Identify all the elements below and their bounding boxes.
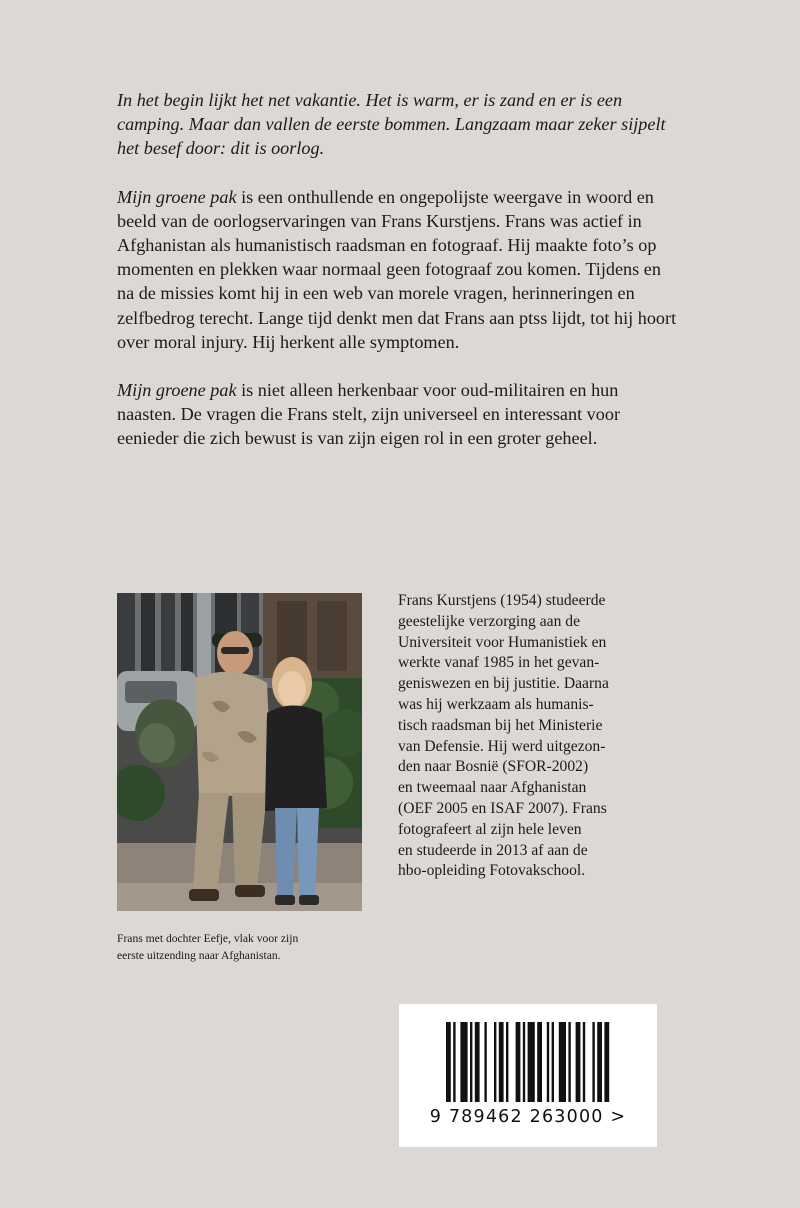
bio-line: tisch raadsman bij het Ministerie xyxy=(398,716,603,734)
barcode-bar xyxy=(460,1022,467,1102)
intro-paragraph: In het begin lijkt het net vakantie. Het is warm, er is zand en er is een camping. Maar dan vallen de eerste bommen. Langzaam maar zeker sijpelt het besef door: dit is oorlog. xyxy=(117,90,666,159)
barcode-bar xyxy=(537,1022,542,1102)
bio-line: en studeerde in 2013 af aan de xyxy=(398,841,588,859)
barcode-bar xyxy=(568,1022,570,1102)
barcode-bar xyxy=(494,1022,496,1102)
bio-line: geestelijke verzorging aan de xyxy=(398,612,580,630)
bio-line: fotografeert al zijn hele leven xyxy=(398,820,582,838)
description-paragraph-1 xyxy=(117,185,677,354)
barcode-bar xyxy=(559,1022,566,1102)
bio-line: geniswezen en bij justitie. Daarna xyxy=(398,675,609,693)
description-text-2: is niet alleen herkenbaar voor oud-militairen en hun naasten. De vragen die Frans stelt, zijn universeel en interessant voor eenieder die zich bewust is van zijn eigen rol in een groter geheel. xyxy=(117,380,621,449)
bio-line: en tweemaal naar Afghanistan xyxy=(398,779,587,797)
bio-line: was hij werkzaam als humanis- xyxy=(398,695,594,713)
book-title: Mijn groene pak xyxy=(117,380,237,401)
barcode-bar xyxy=(583,1022,585,1102)
barcode-bar xyxy=(528,1022,535,1102)
blurb xyxy=(117,88,677,475)
barcode-bar xyxy=(475,1022,480,1102)
barcode-bar xyxy=(499,1022,504,1102)
barcode-bar xyxy=(552,1022,554,1102)
author-bio xyxy=(398,591,673,882)
barcode-bar xyxy=(470,1022,472,1102)
bio-line: van Defensie. Hij werd uitgezon- xyxy=(398,737,606,755)
isbn-number: 9 789462 263000 > xyxy=(429,1107,627,1127)
book-title: Mijn groene pak xyxy=(117,186,237,207)
description-text-1: is een onthullende en ongepolijste weergave in woord en beeld van de oorlogservaringen van Frans Kurstjens. Frans was actief in Afghanistan als humanistisch raadsman en fotograaf. Hij maakte foto’s op momenten en plekken waar normaal geen fotograaf zou komen. Tijdens en na de missies komt hij in een web van morele vragen, herinneringen en zelfbedrog terecht. Lange tijd denkt men dat Frans aan ptss lijdt, tot hij hoort over moral injury. Hij herkent alle symptomen. xyxy=(117,186,677,352)
barcode-bar xyxy=(453,1022,455,1102)
barcode-bar xyxy=(523,1022,525,1102)
barcode-bar xyxy=(576,1022,581,1102)
photo-illustration xyxy=(117,593,362,911)
bio-line: werkte vanaf 1985 in het gevan- xyxy=(398,654,600,672)
bio-line: (OEF 2005 en ISAF 2007). Frans xyxy=(398,799,607,817)
barcode-bar xyxy=(597,1022,602,1102)
photo-caption xyxy=(117,930,377,964)
barcode-bar xyxy=(604,1022,609,1102)
bio-line: Frans Kurstjens (1954) studeerde xyxy=(398,592,606,609)
author-photo xyxy=(117,593,362,911)
barcode-bar xyxy=(592,1022,594,1102)
barcode-bar xyxy=(516,1022,521,1102)
barcode-bar xyxy=(506,1022,508,1102)
description-paragraph-2 xyxy=(117,378,677,451)
barcode-bar xyxy=(484,1022,486,1102)
barcode-bars xyxy=(399,1004,657,1104)
isbn-barcode xyxy=(399,1004,657,1147)
barcode-bar xyxy=(446,1022,451,1102)
bio-line: den naar Bosnië (SFOR-2002) xyxy=(398,758,589,776)
caption-line: Frans met dochter Eefje, vlak voor zijn xyxy=(117,932,299,945)
bio-line: hbo-opleiding Fotovakschool. xyxy=(398,862,586,880)
barcode-bar xyxy=(547,1022,549,1102)
caption-line: eerste uitzending naar Afghanistan. xyxy=(117,949,281,962)
bio-line: Universiteit voor Humanistiek en xyxy=(398,633,607,651)
